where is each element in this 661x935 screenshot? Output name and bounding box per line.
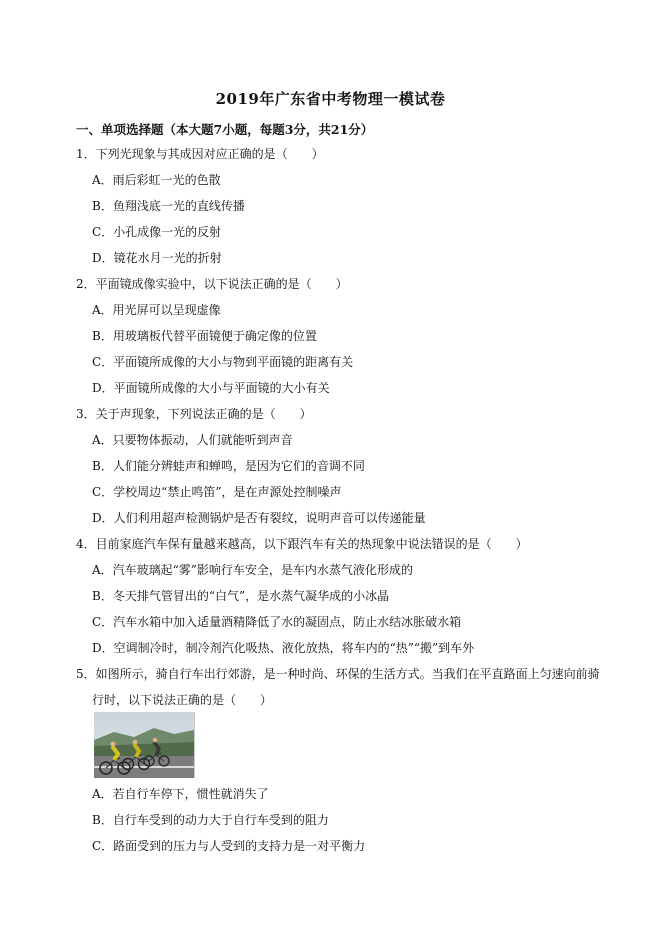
question-5-option-b: B．自行车受到的动力大于自行车受到的阻力 [92,813,329,827]
question-1-option-b: B．鱼翔浅底一光的直线传播 [92,199,245,213]
cyclists-illustration [94,712,194,778]
question-1-option-c: C．小孔成像一光的反射 [92,225,222,239]
page-title: 2019年广东省中考物理一模试卷 [215,90,446,108]
question-2-stem: 2．平面镜成像实验中，以下说法正确的是（ ） [76,277,348,291]
section-heading: 一、单项选择题（本大题7小题，每题3分，共21分） [76,122,374,137]
question-1-option-d: D．镜花水月一光的折射 [92,251,222,265]
question-1-stem: 1．下列光现象与其成因对应正确的是（ ） [76,147,324,161]
question-1-option-a: A．雨后彩虹一光的色散 [92,173,221,187]
question-5-option-a: A．若自行车停下，惯性就消失了 [92,787,269,801]
question-4-option-b: B．冬天排气管冒出的“白气”，是水蒸气凝华成的小冰晶 [92,589,390,603]
question-2-option-b: B．用玻璃板代替平面镜便于确定像的位置 [92,329,317,343]
question-4-option-c: C．汽车水箱中加入适量酒精降低了水的凝固点，防止水结冰胀破水箱 [92,615,462,629]
question-2-option-d: D．平面镜所成像的大小与平面镜的大小有关 [92,381,330,395]
question-3-stem: 3．关于声现象，下列说法正确的是（ ） [76,407,312,421]
question-3-option-c: C．学校周边“禁止鸣笛”，是在声源处控制噪声 [92,485,342,499]
question-4-option-d: D．空调制冷时，制冷剂汽化吸热、液化放热，将车内的“热”“搬”到车外 [92,641,475,655]
question-2-option-c: C．平面镜所成像的大小与物到平面镜的距离有关 [92,355,354,369]
question-3-option-d: D．人们利用超声检测锅炉是否有裂纹，说明声音可以传递能量 [92,511,426,525]
question-2-option-a: A．用光屏可以呈现虚像 [92,303,221,317]
question-3-option-a: A．只要物体振动，人们就能听到声音 [92,433,293,447]
question-4-stem: 4．目前家庭汽车保有量越来越高，以下跟汽车有关的热现象中说法错误的是（ ） [76,537,528,551]
question-5-stem-line1: 5．如图所示，骑自行车出行郊游，是一种时尚、环保的生活方式。当我们在平直路面上匀速向前骑 [76,667,600,681]
question-3-option-b: B．人们能分辨蛙声和蝉鸣，是因为它们的音调不同 [92,459,365,473]
question-5-stem-line2: 行时，以下说法正确的是（ ） [92,693,273,707]
question-5-option-c: C．路面受到的压力与人受到的支持力是一对平衡力 [92,839,366,853]
cyclists-photo [94,712,195,778]
question-4-option-a: A．汽车玻璃起“雾”影响行车安全，是车内水蒸气液化形成的 [92,563,413,577]
